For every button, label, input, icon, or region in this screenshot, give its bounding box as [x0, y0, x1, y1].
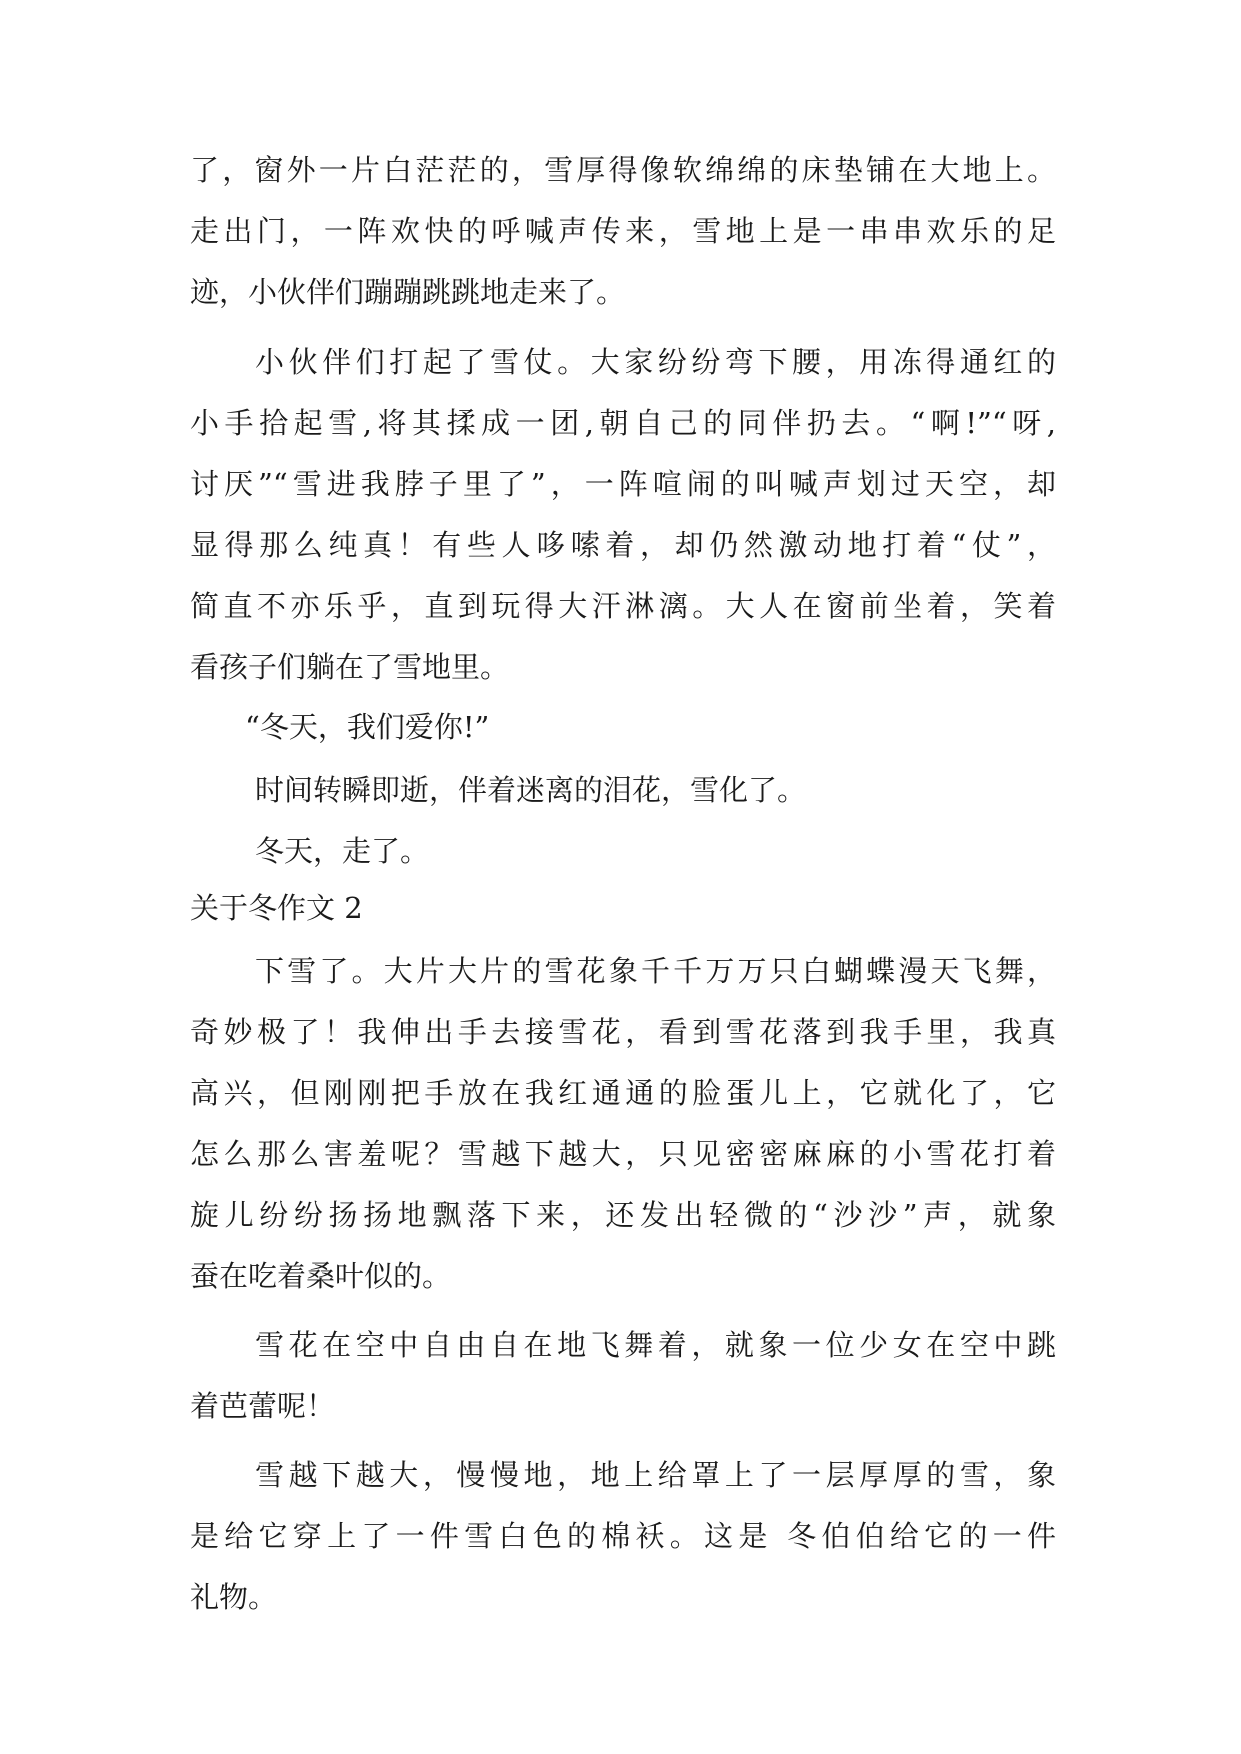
- quote-line: “冬天，我们爱你!”: [245, 710, 490, 744]
- text-line: 蚕在吃着桑叶似的。: [190, 1259, 452, 1293]
- text-line: 小手拾起雪,将其揉成一团,朝自己的同伴扔去。“啊!”“呀,: [190, 406, 1056, 440]
- text-line: 简直不亦乐乎，直到玩得大汗淋漓。大人在窗前坐着，笑着: [190, 589, 1056, 623]
- text-line: 讨厌”“雪进我脖子里了”，一阵喧闹的叫喊声划过天空，却: [190, 467, 1056, 501]
- text-line: 是给它穿上了一件雪白色的棉袄。这是 冬伯伯给它的一件: [190, 1519, 1056, 1553]
- paragraph-first-line: 小伙伴们打起了雪仗。大家纷纷弯下腰，用冻得通红的: [255, 345, 1056, 379]
- text-line: 奇妙极了！我伸出手去接雪花，看到雪花落到我手里，我真: [190, 1015, 1056, 1049]
- text-line: 礼物。: [190, 1580, 278, 1614]
- paragraph-first-line: 时间转瞬即逝，伴着迷离的泪花，雪化了。: [255, 773, 807, 807]
- section-heading: 关于冬作文 2: [190, 891, 363, 925]
- text-line: 着芭蕾呢！: [190, 1389, 336, 1423]
- paragraph-first-line: 冬天，走了。: [255, 834, 430, 868]
- text-line: 怎么那么害羞呢？雪越下越大，只见密密麻麻的小雪花打着: [190, 1137, 1056, 1171]
- text-line: 旋儿纷纷扬扬地飘落下来，还发出轻微的“沙沙”声，就象: [190, 1198, 1056, 1232]
- paragraph-first-line: 下雪了。大片大片的雪花象千千万万只白蝴蝶漫天飞舞，: [255, 954, 1056, 988]
- text-line: 显得那么纯真！有些人哆嗦着，却仍然激动地打着“仗”，: [190, 528, 1056, 562]
- paragraph-first-line: 雪越下越大，慢慢地，地上给罩上了一层厚厚的雪，象: [255, 1458, 1056, 1492]
- text-line: 看孩子们躺在了雪地里。: [190, 650, 510, 684]
- text-line: 走出门，一阵欢快的呼喊声传来，雪地上是一串串欢乐的足: [190, 214, 1056, 248]
- text-line: 迹，小伙伴们蹦蹦跳跳地走来了。: [190, 275, 626, 309]
- text-line: 了，窗外一片白茫茫的，雪厚得像软绵绵的床垫铺在大地上。: [190, 153, 1056, 187]
- paragraph-first-line: 雪花在空中自由自在地飞舞着，就象一位少女在空中跳: [255, 1328, 1056, 1362]
- text-line: 高兴，但刚刚把手放在我红通通的脸蛋儿上，它就化了，它: [190, 1076, 1056, 1110]
